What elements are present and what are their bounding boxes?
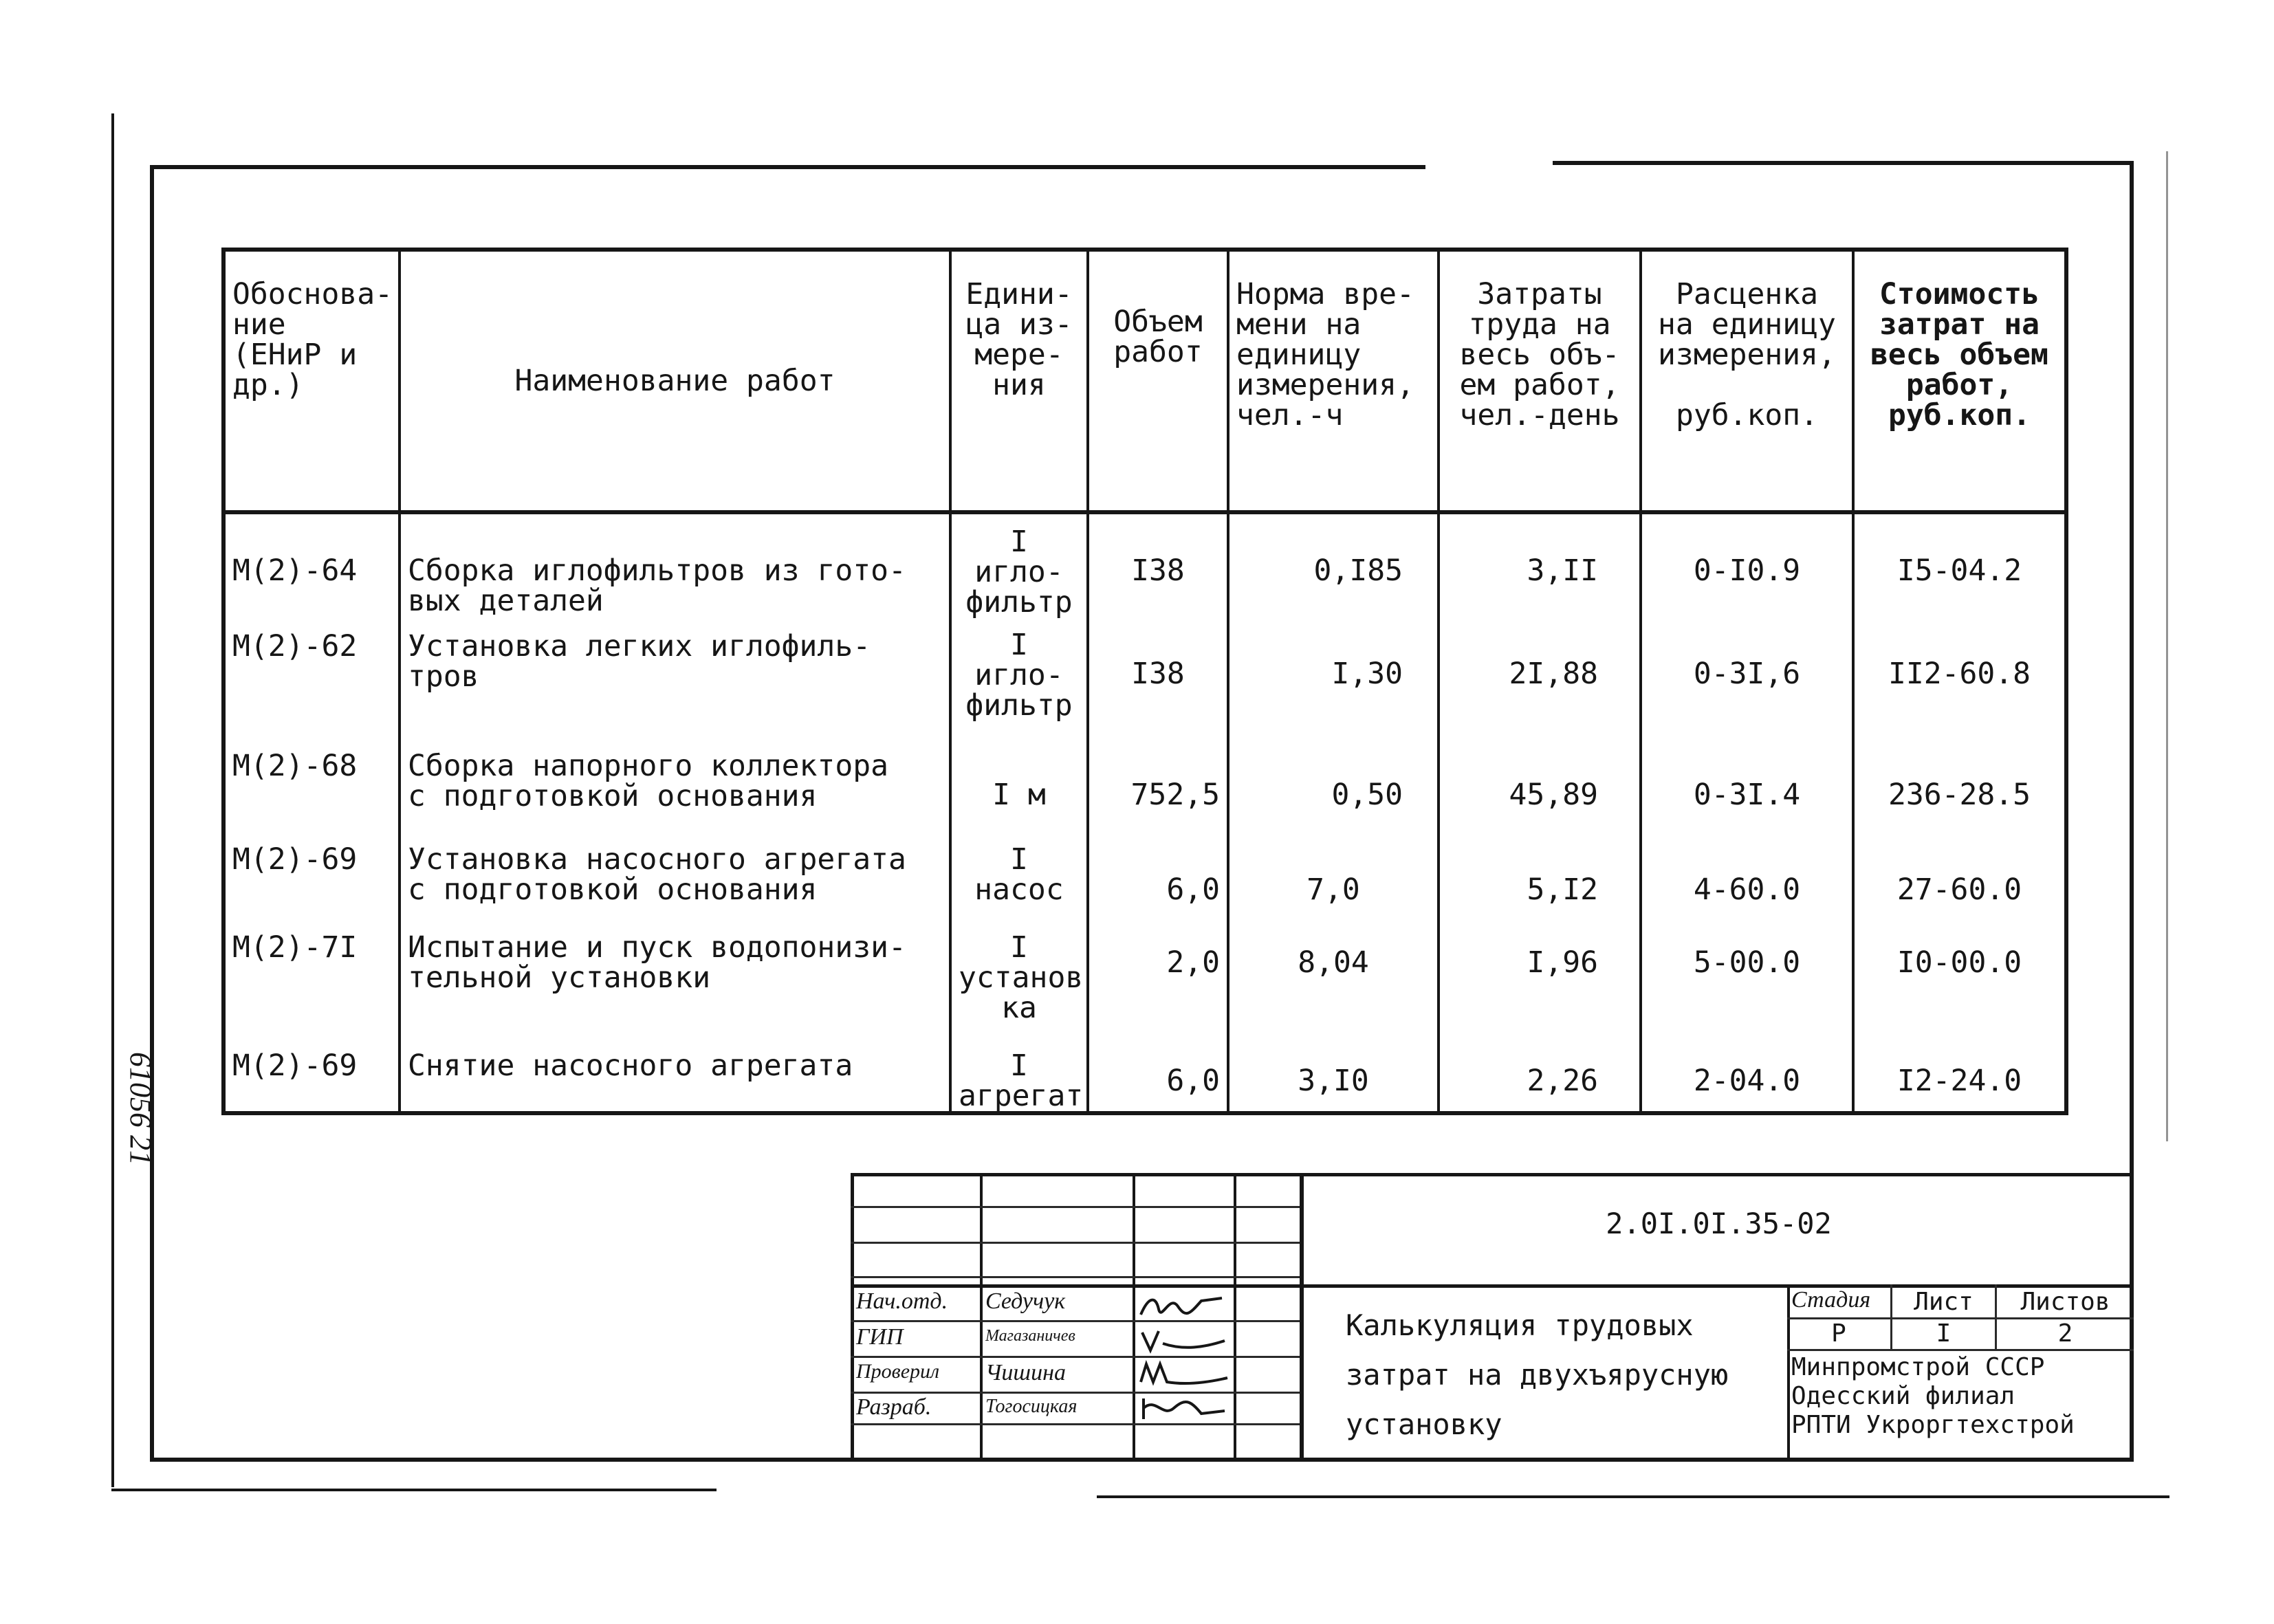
signer-name: Тогосицкая xyxy=(985,1396,1078,1417)
cell-unit: I установ ка xyxy=(950,920,1088,1038)
cell-volume: 6,0 xyxy=(1088,1038,1228,1113)
cell-volume: 6,0 xyxy=(1088,832,1228,920)
header-unit-rate: Расценка на единицу измерения, руб.коп. xyxy=(1641,250,1853,512)
signer-role: Проверил xyxy=(856,1360,940,1383)
table-row xyxy=(223,617,2066,738)
cell-work-name: Сборка напорного коллектора с подготовкой основания xyxy=(400,738,950,832)
cell-unit-rate: 5-00.0 xyxy=(1641,920,1853,1038)
sheets-value: 2 xyxy=(2057,1319,2073,1348)
cell-time-norm: 0,I85 xyxy=(1228,512,1439,617)
signer-name: Седучук xyxy=(985,1288,1066,1314)
cell-unit: I м xyxy=(950,738,1088,832)
tb-grid-line xyxy=(851,1206,1300,1208)
cell-labor-cost: 5,I2 xyxy=(1439,832,1641,920)
tb-grid-line xyxy=(851,1423,1300,1425)
document-code: 2.0I.0I.35-02 xyxy=(1606,1207,1832,1240)
tb-grid-line xyxy=(851,1242,1300,1244)
cell-volume: I38 xyxy=(1088,617,1228,738)
frame-left-inner xyxy=(150,165,154,1462)
tb-grid-line xyxy=(1234,1173,1236,1458)
cell-basis: М(2)-64 xyxy=(223,512,400,617)
frame-bottom-outer-right xyxy=(1097,1495,2169,1498)
cell-basis: М(2)-68 xyxy=(223,738,400,832)
cell-basis: М(2)-69 xyxy=(223,1038,400,1113)
cell-total-cost: I5-04.2 xyxy=(1853,512,2066,617)
tb-grid-line xyxy=(851,1356,1300,1358)
cell-basis: М(2)-7I xyxy=(223,920,400,1038)
header-basis: Обоснова- ние (ЕНиР и др.) xyxy=(223,250,400,512)
table-row xyxy=(223,738,2066,832)
cell-unit-rate: 4-60.0 xyxy=(1641,832,1853,920)
signer-name: Магазаничев xyxy=(985,1327,1075,1345)
table-row xyxy=(223,512,2066,617)
cell-unit-rate: 0-3I,6 xyxy=(1641,617,1853,738)
tb-grid-line xyxy=(851,1276,1300,1278)
sheet-value: I xyxy=(1936,1319,1952,1348)
cell-basis: М(2)-69 xyxy=(223,832,400,920)
table-row xyxy=(223,832,2066,920)
cell-time-norm: I,30 xyxy=(1228,617,1439,738)
table-row xyxy=(223,1038,2066,1113)
cell-unit: I насос xyxy=(950,832,1088,920)
cell-work-name: Сборка иглофильтров из гото- вых деталей xyxy=(400,512,950,617)
signer-name: Чишина xyxy=(985,1360,1066,1385)
tb-grid-line xyxy=(980,1173,983,1458)
cell-work-name: Снятие насосного агрегата xyxy=(400,1038,950,1113)
cell-total-cost: 236-28.5 xyxy=(1853,738,2066,832)
organization: Минпромстрой СССР Одесский филиал РПТИ Укроргтехстрой xyxy=(1791,1353,2075,1439)
signature-1 xyxy=(1135,1288,1232,1321)
signer-role: Нач.отд. xyxy=(856,1288,948,1314)
header-volume: Объем работ xyxy=(1088,250,1228,512)
cell-unit-rate: 0-3I.4 xyxy=(1641,738,1853,832)
stage-label: Стадия xyxy=(1791,1287,1871,1313)
cell-labor-cost: I,96 xyxy=(1439,920,1641,1038)
cell-basis: М(2)-62 xyxy=(223,617,400,738)
tb-grid-line xyxy=(1787,1284,1790,1458)
cell-total-cost: 27-60.0 xyxy=(1853,832,2066,920)
cell-labor-cost: 3,II xyxy=(1439,512,1641,617)
frame-right-edge-mark xyxy=(2166,151,2168,1141)
signature-4 xyxy=(1135,1392,1232,1425)
cell-labor-cost: 45,89 xyxy=(1439,738,1641,832)
frame-bottom-outer-left xyxy=(111,1489,717,1491)
signer-role: Разраб. xyxy=(856,1394,932,1420)
tb-left-line xyxy=(851,1173,854,1462)
frame-top-right xyxy=(1553,161,2134,165)
header-unit: Едини- ца из- мере- ния xyxy=(950,250,1088,512)
cell-time-norm: 7,0 xyxy=(1228,832,1439,920)
cell-time-norm: 0,50 xyxy=(1228,738,1439,832)
title-block xyxy=(851,1173,2134,1462)
cell-labor-cost: 2,26 xyxy=(1439,1038,1641,1113)
tb-grid-line xyxy=(851,1320,1300,1322)
cell-volume: 2,0 xyxy=(1088,920,1228,1038)
header-work-name: Наименование работ xyxy=(400,250,950,512)
cell-total-cost: I2-24.0 xyxy=(1853,1038,2066,1113)
cell-unit: I агрегат xyxy=(950,1038,1088,1113)
tb-top-line xyxy=(851,1173,2134,1176)
document-title: Калькуляция трудовых затрат на двухъярусную установку xyxy=(1346,1308,1729,1441)
cell-work-name: Установка легких иглофиль- тров xyxy=(400,617,950,738)
signature-3 xyxy=(1135,1357,1232,1390)
cell-unit: I игло- фильтр xyxy=(950,617,1088,738)
cell-unit-rate: 2-04.0 xyxy=(1641,1038,1853,1113)
signer-role: ГИП xyxy=(856,1324,904,1350)
margin-number: 61056 21 xyxy=(124,1052,157,1165)
cell-total-cost: II2-60.8 xyxy=(1853,617,2066,738)
cell-time-norm: 3,I0 xyxy=(1228,1038,1439,1113)
cell-unit: I игло- фильтр xyxy=(950,512,1088,617)
labor-cost-table xyxy=(221,248,2068,1115)
cell-work-name: Установка насосного агрегата с подготовкой основания xyxy=(400,832,950,920)
cell-labor-cost: 2I,88 xyxy=(1439,617,1641,738)
cell-total-cost: I0-00.0 xyxy=(1853,920,2066,1038)
header-total-cost: Стоимость затрат на весь объем работ, руб.коп. xyxy=(1853,250,2066,512)
table-row xyxy=(223,920,2066,1038)
stage-value: Р xyxy=(1831,1319,1846,1348)
header-labor-cost: Затраты труда на весь объ- ем работ, чел.-день xyxy=(1439,250,1641,512)
table-header-row xyxy=(223,250,2066,512)
cell-time-norm: 8,04 xyxy=(1228,920,1439,1038)
header-time-norm: Норма вре- мени на единицу измерения, чел.-ч xyxy=(1228,250,1439,512)
cell-unit-rate: 0-I0.9 xyxy=(1641,512,1853,617)
signature-2 xyxy=(1135,1323,1232,1356)
frame-top-left xyxy=(150,165,1425,169)
frame-left-outer xyxy=(111,113,114,1487)
cell-volume: 752,5 xyxy=(1088,738,1228,832)
tb-grid-line xyxy=(851,1392,1300,1394)
sheets-label: Листов xyxy=(2020,1288,2110,1316)
sheet-label: Лист xyxy=(1914,1288,1974,1316)
cell-work-name: Испытание и пуск водопонизи- тельной установки xyxy=(400,920,950,1038)
cell-volume: I38 xyxy=(1088,512,1228,617)
